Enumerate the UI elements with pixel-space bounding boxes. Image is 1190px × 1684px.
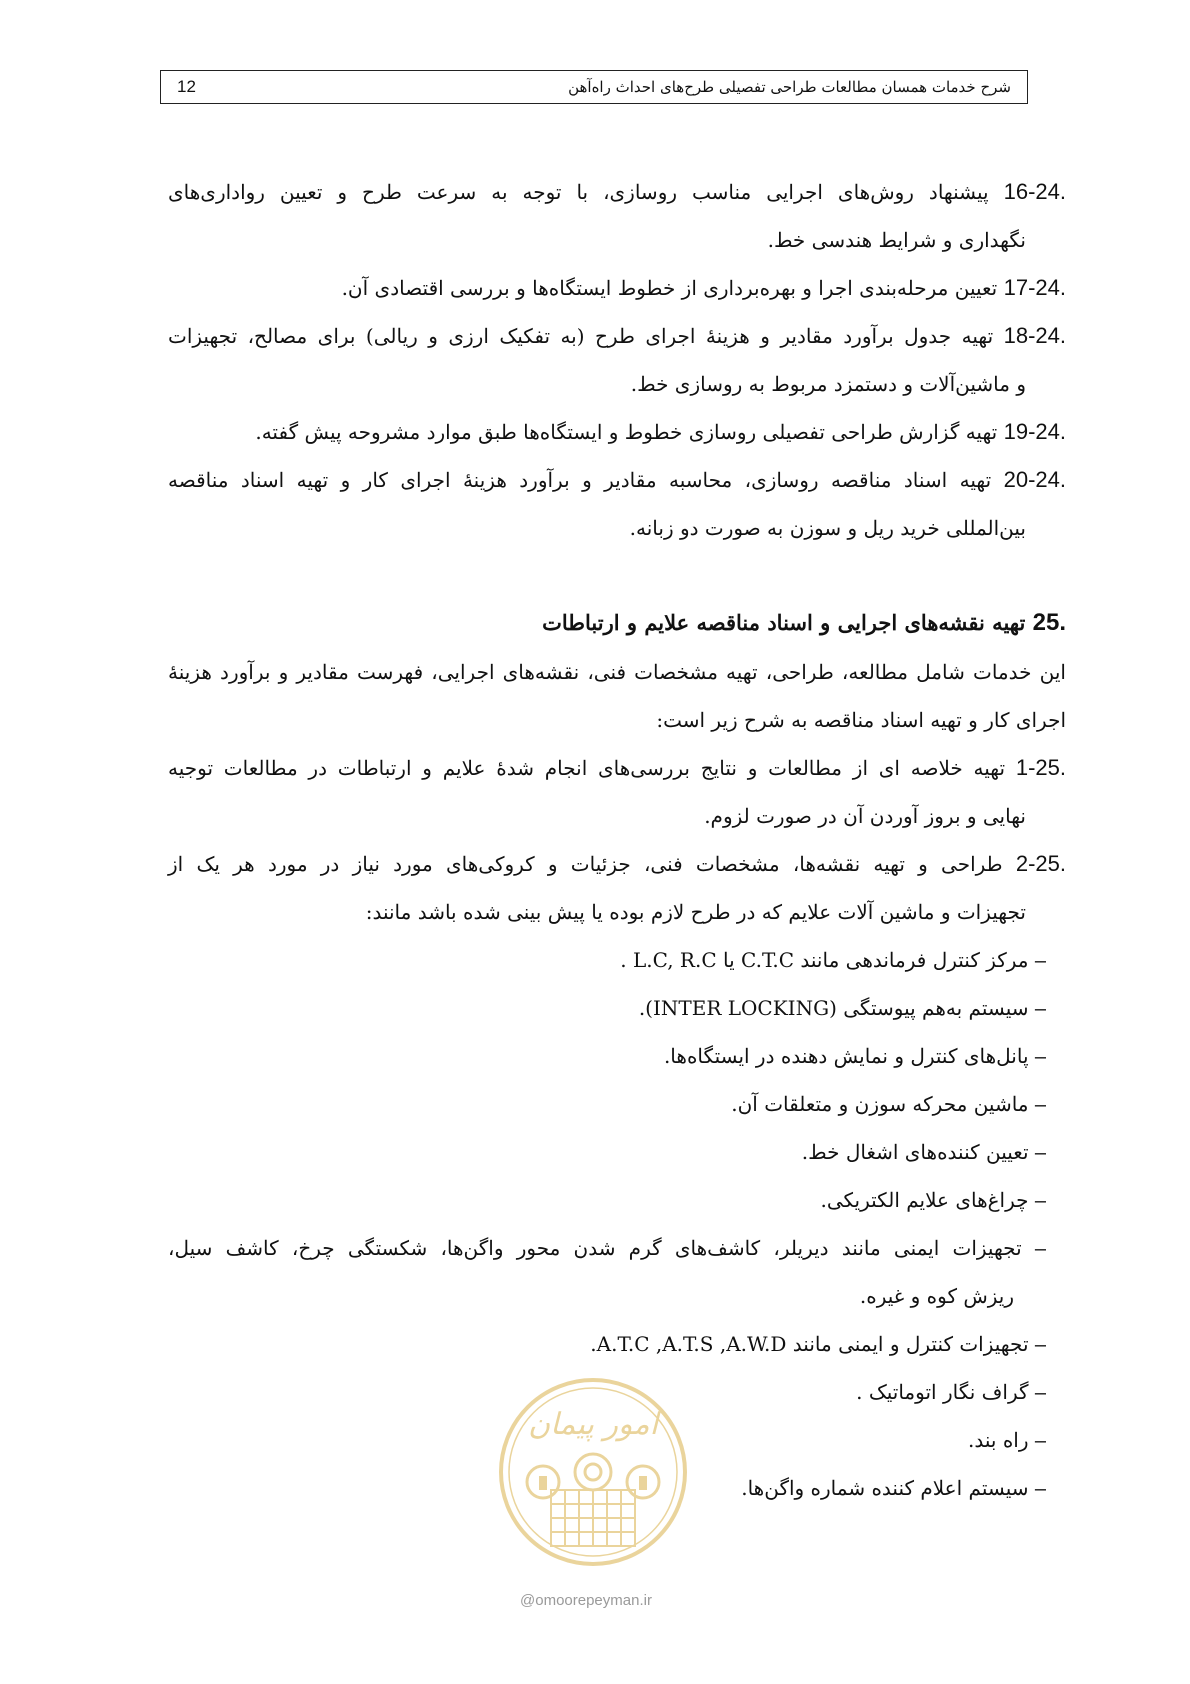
item-line: نهایی و بروز آوردن آن در صورت لزوم. <box>704 804 1026 828</box>
section-intro <box>168 648 1066 744</box>
dash-glyph: – <box>1034 1046 1046 1068</box>
section-heading-25 <box>168 598 1066 648</box>
bullet-item <box>168 1224 1066 1272</box>
dash-glyph: – <box>1034 1382 1046 1404</box>
bullet-text: چراغ‌های علایم الکتریکی. <box>820 1188 1029 1212</box>
dash-glyph: – <box>1034 1190 1046 1212</box>
section-number: 25. <box>1032 609 1066 636</box>
bullet-text: پانل‌های کنترل و نمایش دهنده در ایستگاه‌ها. <box>663 1044 1029 1068</box>
header-title: شرح خدمات همسان مطالعات طراحی تفصیلی طرح‌های احداث راه‌آهن <box>568 78 1011 96</box>
bullet-item <box>168 1176 1046 1224</box>
item-line <box>168 264 1066 312</box>
item-line <box>168 408 1066 456</box>
item-text: تهیه جدول برآورد مقادیر و هزینهٔ اجرای طرح (به تفکیک ارزی و ریالی) برای مصالح، تجهیزات <box>168 324 994 348</box>
dash-glyph: – <box>1034 1334 1046 1356</box>
item-number: 19-24. <box>1003 419 1066 444</box>
item-text: تعیین مرحله‌بندی اجرا و بهره‌برداری از خطوط ایستگاه‌ها و بررسی اقتصادی آن. <box>341 276 998 300</box>
list-item-16-24 <box>168 168 1066 264</box>
watermark-logo-text: امور پیمان <box>528 1407 658 1442</box>
section-title: تهیه نقشه‌های اجرایی و اسناد مناقصه علایم و ارتباطات <box>542 610 1026 635</box>
item-text: تهیه گزارش طراحی تفصیلی روسازی خطوط و ایستگاه‌ها طبق موارد مشروحه پیش گفته. <box>255 420 998 444</box>
section-gap <box>168 552 1066 598</box>
item-number: 18-24. <box>1003 323 1066 348</box>
item-line: تجهیزات و ماشین آلات علایم که در طرح لازم بوده یا پیش بینی شده باشد مانند: <box>365 900 1026 924</box>
bullet-continuation: ریزش کوه و غیره. <box>859 1284 1014 1308</box>
bullet-item <box>168 984 1046 1032</box>
list-item-18-24 <box>168 312 1066 408</box>
item-text: تهیه اسناد مناقصه روسازی، محاسبه مقادیر و برآورد هزینهٔ اجرای کار و تهیه اسناد مناقصه <box>168 468 992 492</box>
bullet-item <box>168 1080 1046 1128</box>
dash-glyph: – <box>1034 998 1046 1020</box>
page-number: 12 <box>177 77 196 96</box>
item-number: 1-25. <box>1015 755 1066 780</box>
item-line <box>168 312 1066 360</box>
bullet-item <box>168 1128 1046 1176</box>
item-text: تهیه خلاصه ای از مطالعات و نتایج بررسی‌های انجام شدهٔ علایم و ارتباطات در مطالعات توجیه <box>168 756 1006 780</box>
dash-glyph: – <box>1034 1478 1046 1500</box>
item-text: پیشنهاد روش‌های اجرایی مناسب روسازی، با توجه به سرعت طرح و تعیین رواداری‌های <box>168 180 989 204</box>
item-number: 2-25. <box>1015 851 1066 876</box>
dash-glyph: – <box>1034 1238 1047 1260</box>
bullet-item <box>168 936 1046 984</box>
intro-line: اجرای کار و تهیه اسناد مناقصه به شرح زیر است: <box>656 708 1066 732</box>
bullet-text: تعیین کننده‌های اشغال خط. <box>801 1140 1029 1164</box>
bullet-text: گراف نگار اتوماتیک . <box>856 1380 1029 1404</box>
item-line: نگهداری و شرایط هندسی خط. <box>767 228 1026 252</box>
item-line: و ماشین‌آلات و دستمزد مربوط به روسازی خط. <box>630 372 1026 396</box>
list-item-2-25 <box>168 840 1066 936</box>
watermark-url: @omoorepeyman.ir <box>520 1592 652 1609</box>
bullet-text: تجهیزات کنترل و ایمنی مانند A.T.C ,A.T.S ,A.W.D. <box>590 1332 1029 1356</box>
item-line: بین‌المللی خرید ریل و سوزن به صورت دو زبانه. <box>629 516 1026 540</box>
item-number: 20-24. <box>1003 467 1066 492</box>
dash-glyph: – <box>1034 950 1046 972</box>
item-line <box>168 744 1066 792</box>
item-number: 16-24. <box>1003 179 1066 204</box>
bullet-text: راه بند. <box>968 1428 1029 1452</box>
bullet-item <box>168 1032 1046 1080</box>
intro-line: این خدمات شامل مطالعه، طراحی، تهیه مشخصات فنی، نقشه‌های اجرایی، فهرست مقادیر و برآورد هزینهٔ <box>168 660 1066 684</box>
bullet-text: مرکز کنترل فرماندهی مانند C.T.C یا L.C, R.C . <box>620 948 1029 972</box>
scale-icon <box>539 1476 647 1490</box>
dash-glyph: – <box>1034 1430 1046 1452</box>
bullet-item <box>168 1320 1046 1368</box>
dash-glyph: – <box>1034 1142 1046 1164</box>
list-item-20-24 <box>168 456 1066 552</box>
bullet-text: سیستم اعلام کننده شماره واگن‌ها. <box>741 1476 1029 1500</box>
list-item-17-24 <box>168 264 1066 312</box>
item-line <box>168 840 1066 888</box>
bullet-text: تجهیزات ایمنی مانند دیریلر، کاشف‌های گرم شدن محور واگن‌ها، شکستگی چرخ، کاشف سیل، <box>168 1236 1022 1260</box>
page-header <box>160 70 1028 104</box>
list-item-19-24 <box>168 408 1066 456</box>
item-text: طراحی و تهیه نقشه‌ها، مشخصات فنی، جزئیات و کروکی‌های مورد نیاز در مورد هر یک از <box>168 852 1003 876</box>
bullet-text: سیستم به‌هم پیوستگی (INTER LOCKING). <box>638 996 1029 1020</box>
item-line <box>168 456 1066 504</box>
item-number: 17-24. <box>1003 275 1066 300</box>
bullet-text: ماشین محرکه سوزن و متعلقات آن. <box>731 1092 1029 1116</box>
list-item-1-25 <box>168 744 1066 840</box>
watermark-grid <box>551 1490 635 1546</box>
dash-glyph: – <box>1034 1094 1046 1116</box>
page-content <box>168 168 1066 1512</box>
item-line <box>168 168 1066 216</box>
watermark-logo <box>493 1372 693 1572</box>
